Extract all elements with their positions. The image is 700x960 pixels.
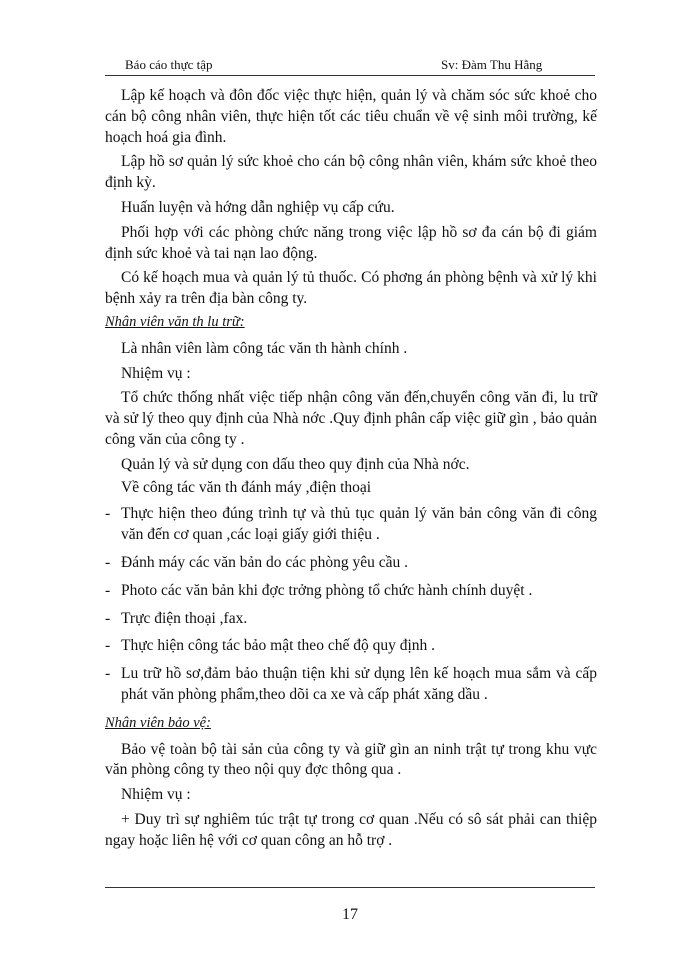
- list-item-text: Thực hiện công tác bảo mật theo chế độ quy định .: [121, 637, 436, 655]
- list-item: [105, 664, 597, 706]
- bullet-dash: -: [105, 581, 111, 599]
- bullet-dash: -: [105, 665, 111, 683]
- page-header: [105, 57, 595, 76]
- paragraph: Nhiệm vụ :: [121, 786, 191, 804]
- section-heading-archivist: Nhân viên văn th lu trữ:: [105, 313, 245, 330]
- header-report-title: Báo cáo thực tập: [125, 57, 213, 72]
- paragraph: Quản lý và sử dụng con dấu theo quy định của Nhà nớc.: [121, 455, 470, 473]
- paragraph: Có kế hoạch mua và quản lý tủ thuốc. Có phơng án phòng bệnh và xử lý khi bệnh xảy ra trên địa bàn công ty.: [105, 269, 597, 308]
- paragraph: Nhiệm vụ :: [121, 364, 191, 382]
- list-item-text: Thực hiện theo đúng trình tự và thủ tục quản lý văn bản công văn đi công văn đến cơ quan ,các loại giấy giới thiệu .: [121, 505, 597, 544]
- paragraph: Lập hồ sơ quản lý sức khoẻ cho cán bộ công nhân viên, khám sức khoẻ theo định kỳ.: [105, 153, 597, 192]
- list-item-text: Đánh máy các văn bản do các phòng yêu cầu .: [121, 553, 409, 571]
- bullet-dash: -: [105, 553, 111, 571]
- page-body: [105, 86, 597, 856]
- footer-divider: [105, 887, 595, 888]
- list-item: [105, 581, 597, 602]
- paragraph: Phối hợp với các phòng chức năng trong việc lập hồ sơ đa cán bộ đi giám định sức khoẻ và tai nạn lao động.: [105, 223, 597, 262]
- list-item-text: Trực điện thoại ,fax.: [121, 609, 248, 627]
- paragraph: + Duy trì sự nghiêm túc trật tự trong cơ quan .Nếu có sô sát phải can thiệp ngay hoặc liên hệ với cơ quan công an hỗ trợ .: [105, 810, 597, 849]
- list-item: [105, 504, 597, 546]
- paragraph: Tổ chức thống nhất việc tiếp nhận công văn đến,chuyển công văn đi, lu trữ và sử lý theo quy định của Nhà nớc .Quy định phân cấp việc giữ gìn , bảo quản công văn của công ty .: [105, 389, 597, 448]
- page-number: 17: [342, 906, 358, 923]
- paragraph: Bảo vệ toàn bộ tài sản của công ty và giữ gìn an ninh trật tự trong khu vực văn phòng công ty theo nội quy đợc thông qua .: [105, 740, 597, 779]
- paragraph: Về công tác văn th đánh máy ,điện thoại: [121, 478, 372, 496]
- bullet-dash: -: [105, 637, 111, 655]
- list-item: [105, 636, 597, 657]
- list-item: [105, 609, 597, 630]
- list-item-text: Photo các văn bản khi đợc trởng phòng tổ chức hành chính duyệt .: [121, 581, 533, 599]
- list-item: [105, 553, 597, 574]
- bullet-dash: -: [105, 609, 111, 627]
- header-student-name: Sv: Đàm Thu Hằng: [441, 57, 543, 72]
- paragraph: Lập kế hoạch và đôn đốc việc thực hiện, quản lý và chăm sóc sức khoẻ cho cán bộ công nhân viên, thực hiện tốt các tiêu chuẩn về vệ sinh môi trường, kế hoạch hoá gia đình.: [105, 87, 597, 146]
- paragraph: Huấn luyện và hớng dẫn nghiệp vụ cấp cứu.: [121, 198, 395, 216]
- section-heading-security: Nhân viên bảo vệ:: [105, 714, 211, 731]
- bullet-dash: -: [105, 505, 111, 523]
- list-item-text: Lu trữ hồ sơ,đảm bảo thuận tiện khi sử dụng lên kế hoạch mua sắm và cấp phát văn phòng phẩm,theo dõi ca xe và cấp phát xăng dầu .: [121, 665, 597, 703]
- paragraph: Là nhân viên làm công tác văn th hành chính .: [121, 339, 408, 357]
- task-list: [105, 504, 597, 705]
